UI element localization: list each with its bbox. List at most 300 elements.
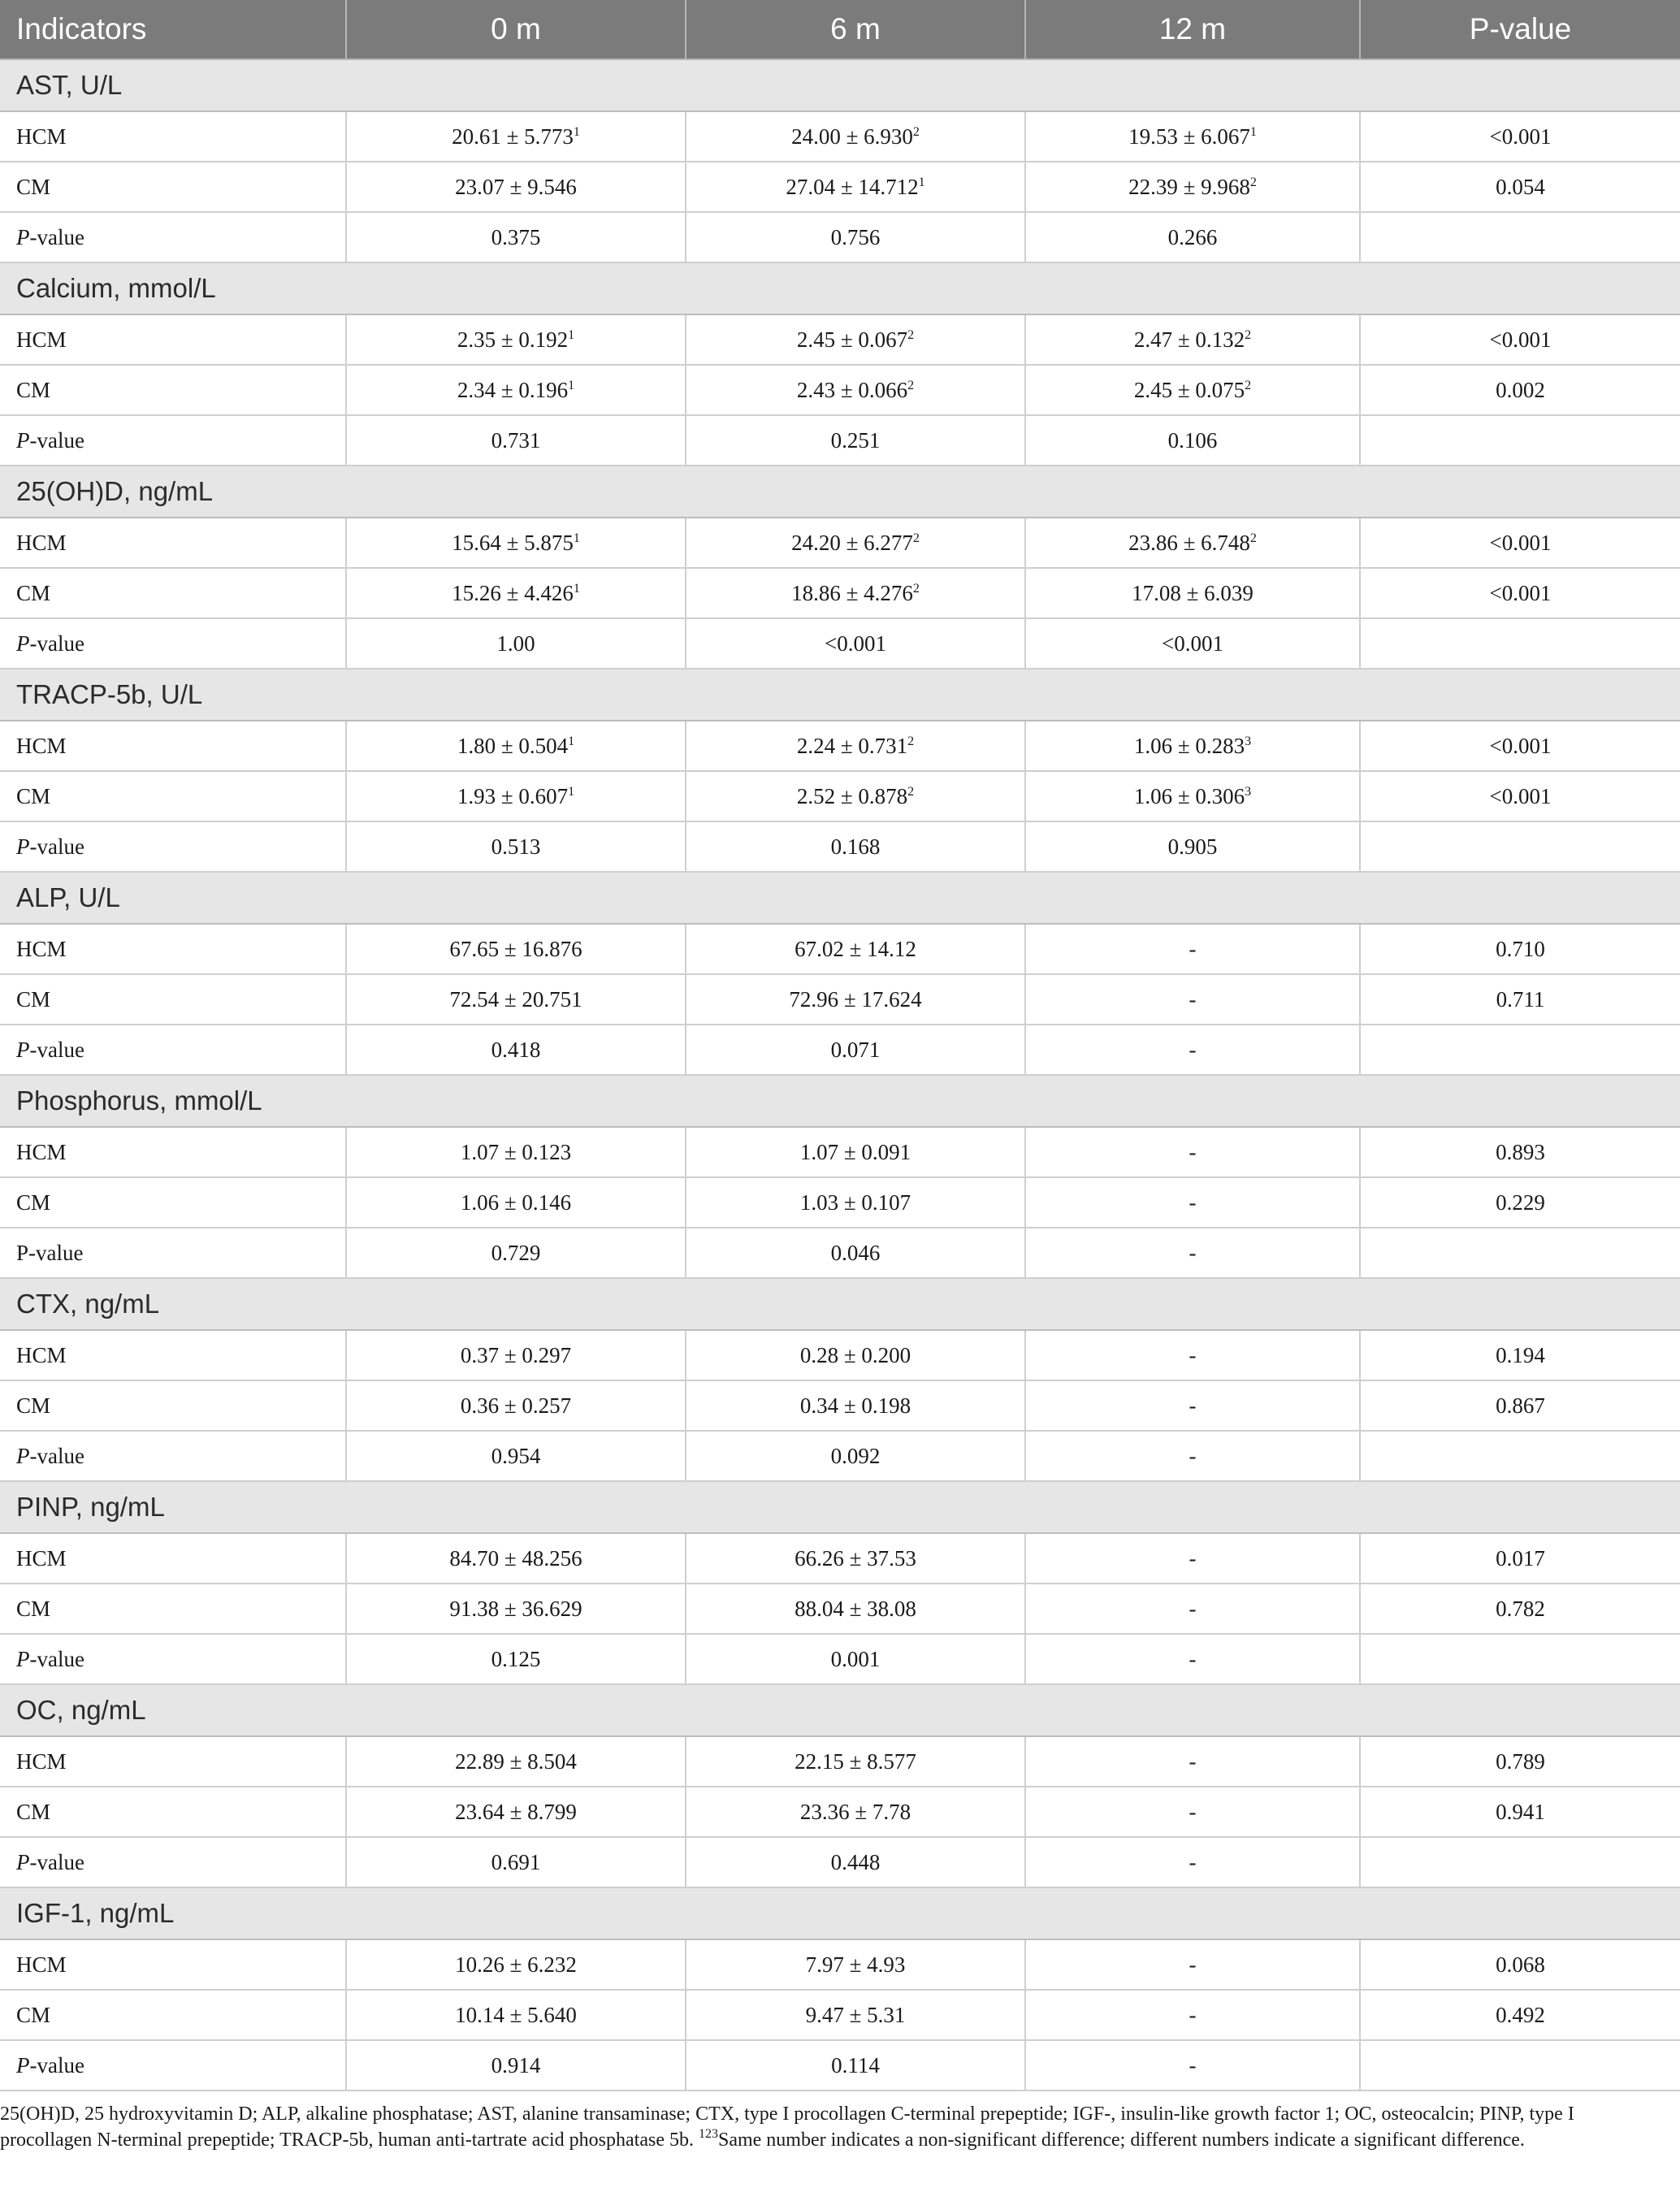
cell-12m — [1025, 1228, 1360, 1278]
cell-0m — [346, 1431, 686, 1481]
row-label-text: -value — [29, 834, 84, 859]
cell-12m — [1025, 415, 1360, 466]
cell-value: <0.001 — [825, 630, 886, 656]
row-label — [0, 1380, 346, 1431]
cell-value: - — [1189, 1139, 1197, 1164]
row-label-italic: P — [16, 630, 30, 656]
cell-value: 0.691 — [491, 1849, 541, 1874]
cell-12m — [1025, 1431, 1360, 1481]
row-label — [0, 162, 346, 212]
cell-0m — [346, 1533, 686, 1584]
table-row — [0, 518, 1680, 568]
table-row — [0, 1736, 1680, 1787]
row-label-text: HCM — [16, 1952, 67, 1977]
cell-p-value: <0.001 — [1360, 771, 1680, 821]
cell-p-value — [1360, 821, 1680, 872]
row-label — [0, 1837, 346, 1887]
cell-value: 0.106 — [1167, 427, 1218, 453]
cell-value: 0.375 — [491, 224, 541, 249]
table-row — [0, 1634, 1680, 1684]
cell-value: 0.36 ± 0.257 — [460, 1393, 572, 1418]
cell-value: 24.20 ± 6.277 — [791, 530, 913, 555]
row-label-text: CM — [16, 2002, 51, 2027]
cell-p-value: 0.782 — [1360, 1584, 1680, 1634]
cell-6m — [686, 771, 1025, 821]
cell-0m — [346, 314, 686, 365]
significance-marker: 3 — [1245, 734, 1252, 748]
cell-p-value: 0.068 — [1360, 1939, 1680, 1990]
table-row — [0, 1127, 1680, 1177]
cell-6m — [686, 1634, 1025, 1684]
row-label — [0, 568, 346, 618]
significance-marker: 1 — [1249, 124, 1257, 139]
group-header-row — [0, 669, 1680, 721]
significance-marker: 2 — [907, 734, 915, 748]
header-row — [0, 0, 1680, 59]
cell-value: 0.046 — [830, 1240, 881, 1265]
row-label-text: CM — [16, 377, 51, 402]
table-row — [0, 924, 1680, 974]
cell-0m — [346, 821, 686, 872]
cell-12m — [1025, 1380, 1360, 1431]
cell-p-value: 0.194 — [1360, 1330, 1680, 1380]
cell-6m — [686, 1533, 1025, 1584]
cell-value: 0.448 — [830, 1849, 881, 1874]
cell-p-value — [1360, 415, 1680, 466]
cell-0m — [346, 415, 686, 466]
group-title: ALP, U/L — [0, 872, 1680, 924]
cell-6m — [686, 1787, 1025, 1837]
cell-value: - — [1189, 1037, 1197, 1062]
cell-6m — [686, 1939, 1025, 1990]
cell-p-value — [1360, 1634, 1680, 1684]
cell-12m — [1025, 1990, 1360, 2040]
row-label-text: CM — [16, 783, 51, 808]
table-row — [0, 1177, 1680, 1228]
cell-p-value — [1360, 1228, 1680, 1278]
table-row — [0, 1330, 1680, 1380]
cell-12m — [1025, 212, 1360, 262]
group-header-row — [0, 872, 1680, 924]
row-label-text: -value — [29, 224, 84, 249]
cell-6m — [686, 924, 1025, 974]
cell-value: 2.47 ± 0.132 — [1133, 327, 1245, 352]
group-title: Phosphorus, mmol/L — [0, 1075, 1680, 1127]
row-label — [0, 721, 346, 771]
row-label — [0, 974, 346, 1025]
cell-value: 0.092 — [830, 1443, 881, 1468]
cell-0m — [346, 2040, 686, 2091]
row-label — [0, 1787, 346, 1837]
cell-value: 2.43 ± 0.066 — [796, 377, 908, 402]
cell-0m — [346, 771, 686, 821]
cell-6m — [686, 212, 1025, 262]
row-label — [0, 821, 346, 872]
cell-value: 22.89 ± 8.504 — [455, 1748, 577, 1774]
cell-p-value: 0.893 — [1360, 1127, 1680, 1177]
cell-value: - — [1189, 936, 1197, 961]
cell-6m — [686, 821, 1025, 872]
table-row — [0, 212, 1680, 262]
row-label-text: HCM — [16, 1342, 67, 1367]
cell-value: 0.266 — [1167, 224, 1218, 249]
row-label — [0, 111, 346, 162]
cell-12m — [1025, 1787, 1360, 1837]
cell-p-value: <0.001 — [1360, 314, 1680, 365]
table-row — [0, 618, 1680, 669]
cell-0m — [346, 162, 686, 212]
significance-marker: 2 — [912, 581, 920, 596]
cell-6m — [686, 1127, 1025, 1177]
cell-0m — [346, 1025, 686, 1075]
cell-value: - — [1189, 1799, 1197, 1824]
cell-p-value — [1360, 1837, 1680, 1887]
row-label — [0, 415, 346, 466]
cell-value: 0.125 — [491, 1646, 541, 1671]
cell-0m — [346, 1837, 686, 1887]
row-label-italic: P — [16, 834, 30, 859]
cell-12m — [1025, 568, 1360, 618]
cell-6m — [686, 1990, 1025, 2040]
group-header-row — [0, 466, 1680, 518]
cell-12m — [1025, 111, 1360, 162]
group-header-row — [0, 1887, 1680, 1939]
cell-value: 1.00 — [496, 630, 535, 656]
cell-12m — [1025, 1634, 1360, 1684]
table-row — [0, 1939, 1680, 1990]
table-row — [0, 1584, 1680, 1634]
cell-value: 0.251 — [830, 427, 881, 453]
cell-value: 0.114 — [831, 2052, 880, 2078]
cell-6m — [686, 415, 1025, 466]
group-title: OC, ng/mL — [0, 1684, 1680, 1736]
cell-p-value: 0.710 — [1360, 924, 1680, 974]
cell-p-value — [1360, 2040, 1680, 2091]
cell-p-value: 0.789 — [1360, 1736, 1680, 1787]
table-row — [0, 568, 1680, 618]
row-label — [0, 365, 346, 415]
cell-p-value: 0.941 — [1360, 1787, 1680, 1837]
cell-value: 72.54 ± 20.751 — [449, 986, 582, 1012]
cell-0m — [346, 365, 686, 415]
cell-value: 0.914 — [491, 2052, 541, 2078]
cell-value: 1.06 ± 0.146 — [460, 1189, 572, 1215]
cell-6m — [686, 1431, 1025, 1481]
row-label — [0, 1330, 346, 1380]
cell-value: 91.38 ± 36.629 — [449, 1596, 582, 1621]
cell-value: 67.65 ± 16.876 — [449, 936, 582, 961]
cell-0m — [346, 1990, 686, 2040]
table-row — [0, 1990, 1680, 2040]
significance-marker: 2 — [1249, 175, 1257, 189]
cell-value: - — [1189, 1342, 1197, 1367]
cell-p-value — [1360, 1431, 1680, 1481]
cell-6m — [686, 162, 1025, 212]
cell-value: 1.80 ± 0.504 — [457, 733, 569, 758]
cell-value: 23.86 ± 6.748 — [1128, 530, 1250, 555]
row-label — [0, 1584, 346, 1634]
row-label-text: HCM — [16, 1139, 67, 1164]
header-6m: 6 m — [686, 0, 1025, 59]
cell-value: 84.70 ± 48.256 — [449, 1545, 582, 1571]
table-row — [0, 111, 1680, 162]
cell-0m — [346, 721, 686, 771]
row-label-italic: P — [16, 1646, 30, 1671]
table-row — [0, 314, 1680, 365]
row-label — [0, 771, 346, 821]
group-header-row — [0, 262, 1680, 314]
row-label — [0, 2040, 346, 2091]
significance-marker: 1 — [568, 734, 575, 748]
significance-marker: 2 — [907, 784, 915, 799]
cell-value: 23.64 ± 8.799 — [455, 1799, 577, 1824]
cell-p-value: 0.229 — [1360, 1177, 1680, 1228]
row-label-text: -value — [29, 1849, 84, 1874]
cell-6m — [686, 1380, 1025, 1431]
significance-marker: 2 — [907, 378, 915, 392]
row-label-text: HCM — [16, 530, 67, 555]
cell-value: 17.08 ± 6.039 — [1132, 580, 1254, 605]
cell-12m — [1025, 162, 1360, 212]
row-label-text: -value — [29, 1037, 84, 1062]
row-label-text: HCM — [16, 123, 67, 149]
row-label-text: CM — [16, 174, 51, 199]
cell-value: 2.34 ± 0.196 — [457, 377, 569, 402]
header-12m: 12 m — [1025, 0, 1360, 59]
row-label-italic: P — [16, 2052, 30, 2078]
cell-value: 66.26 ± 37.53 — [795, 1545, 916, 1571]
cell-value: 0.905 — [1167, 834, 1218, 859]
cell-value: - — [1189, 1596, 1197, 1621]
row-label — [0, 1228, 346, 1278]
cell-0m — [346, 1330, 686, 1380]
table-row — [0, 1787, 1680, 1837]
cell-0m — [346, 1634, 686, 1684]
row-label — [0, 924, 346, 974]
cell-6m — [686, 721, 1025, 771]
cell-value: - — [1189, 1393, 1197, 1418]
cell-value: 7.97 ± 4.93 — [805, 1952, 906, 1977]
table-row — [0, 974, 1680, 1025]
cell-p-value — [1360, 618, 1680, 669]
cell-6m — [686, 1025, 1025, 1075]
cell-12m — [1025, 518, 1360, 568]
cell-12m — [1025, 365, 1360, 415]
row-label-text: CM — [16, 986, 51, 1012]
group-header-row — [0, 1278, 1680, 1330]
cell-value: - — [1189, 1849, 1197, 1874]
table-body — [0, 59, 1680, 2091]
cell-p-value — [1360, 212, 1680, 262]
table-row — [0, 771, 1680, 821]
cell-value: 22.39 ± 9.968 — [1128, 174, 1250, 199]
cell-6m — [686, 974, 1025, 1025]
significance-marker: 1 — [568, 378, 575, 392]
cell-value: 0.168 — [830, 834, 881, 859]
row-label-italic: P — [16, 1037, 30, 1062]
cell-0m — [346, 1736, 686, 1787]
cell-12m — [1025, 618, 1360, 669]
cell-12m — [1025, 974, 1360, 1025]
cell-value: 15.26 ± 4.426 — [452, 580, 574, 605]
significance-marker: 1 — [573, 581, 580, 596]
table-row — [0, 1025, 1680, 1075]
cell-value: 2.45 ± 0.075 — [1133, 377, 1245, 402]
row-label — [0, 1431, 346, 1481]
cell-value: 10.26 ± 6.232 — [455, 1952, 577, 1977]
significance-marker: 2 — [907, 327, 915, 342]
group-title: Calcium, mmol/L — [0, 262, 1680, 314]
row-label-text: -value — [29, 1646, 84, 1671]
table-row — [0, 721, 1680, 771]
cell-value: 1.93 ± 0.607 — [457, 783, 569, 808]
row-label — [0, 1177, 346, 1228]
table-row — [0, 2040, 1680, 2091]
header-indicators: Indicators — [0, 0, 346, 59]
table-row — [0, 1228, 1680, 1278]
group-title: CTX, ng/mL — [0, 1278, 1680, 1330]
cell-12m — [1025, 771, 1360, 821]
cell-value: 0.34 ± 0.198 — [799, 1393, 911, 1418]
cell-value: 0.37 ± 0.297 — [460, 1342, 572, 1367]
cell-12m — [1025, 721, 1360, 771]
cell-value: - — [1189, 1748, 1197, 1774]
row-label-text: -value — [29, 1443, 84, 1468]
cell-value: - — [1189, 1240, 1197, 1265]
significance-marker: 2 — [1245, 327, 1252, 342]
group-header-row — [0, 1075, 1680, 1127]
row-label-text: -value — [29, 2052, 84, 2078]
cell-p-value: 0.054 — [1360, 162, 1680, 212]
row-label-italic: P — [16, 1849, 30, 1874]
cell-6m — [686, 1584, 1025, 1634]
group-header-row — [0, 1481, 1680, 1533]
row-label — [0, 518, 346, 568]
significance-marker: 3 — [1245, 784, 1252, 799]
cell-6m — [686, 1837, 1025, 1887]
cell-value: 1.06 ± 0.283 — [1133, 733, 1245, 758]
cell-0m — [346, 518, 686, 568]
cell-p-value: 0.867 — [1360, 1380, 1680, 1431]
cell-12m — [1025, 1330, 1360, 1380]
cell-value: 0.731 — [491, 427, 541, 453]
cell-6m — [686, 1177, 1025, 1228]
footnote-significance: Same number indicates a non-significant difference; different numbers indicate a significant difference. — [717, 2130, 1525, 2151]
cell-p-value: 0.492 — [1360, 1990, 1680, 2040]
row-label-text: CM — [16, 1189, 51, 1215]
cell-6m — [686, 1228, 1025, 1278]
cell-p-value: <0.001 — [1360, 721, 1680, 771]
cell-value: 27.04 ± 14.712 — [786, 174, 919, 199]
table-row — [0, 1533, 1680, 1584]
cell-12m — [1025, 821, 1360, 872]
row-label — [0, 314, 346, 365]
cell-12m — [1025, 314, 1360, 365]
cell-0m — [346, 111, 686, 162]
cell-value: <0.001 — [1162, 630, 1223, 656]
row-label-text: P-value — [16, 1240, 84, 1265]
cell-12m — [1025, 1177, 1360, 1228]
footnote — [0, 2101, 1665, 2153]
cell-value: 18.86 ± 4.276 — [791, 580, 913, 605]
table-row — [0, 1380, 1680, 1431]
row-label-text: HCM — [16, 936, 67, 961]
cell-p-value: 0.711 — [1360, 974, 1680, 1025]
cell-0m — [346, 568, 686, 618]
group-title: 25(OH)D, ng/mL — [0, 466, 1680, 518]
row-label-text: HCM — [16, 1545, 67, 1571]
significance-marker: 1 — [573, 531, 580, 545]
cell-value: 0.418 — [491, 1037, 541, 1062]
group-header-row — [0, 59, 1680, 111]
table-row — [0, 162, 1680, 212]
cell-12m — [1025, 1127, 1360, 1177]
row-label — [0, 1533, 346, 1584]
cell-0m — [346, 1127, 686, 1177]
group-title: PINP, ng/mL — [0, 1481, 1680, 1533]
group-title: AST, U/L — [0, 59, 1680, 111]
row-label — [0, 1025, 346, 1075]
cell-value: 1.07 ± 0.091 — [799, 1139, 911, 1164]
cell-value: 88.04 ± 38.08 — [795, 1596, 916, 1621]
row-label — [0, 1736, 346, 1787]
cell-value: - — [1189, 1189, 1197, 1215]
cell-value: 0.001 — [830, 1646, 881, 1671]
footnote-abbreviations: 25(OH)D, 25 hydroxyvitamin D; ALP, alkaline phosphatase; AST, alanine transaminase; CTX, type I procollagen C-terminal prepeptide; IGF-, insulin-like growth factor 1; OC, osteocalcin; PINP, type I procollagen N-terminal prepeptide; TRACP-5b, human anti-tartrate acid phosphatase 5b. — [0, 2104, 1574, 2151]
cell-6m — [686, 618, 1025, 669]
cell-value: - — [1189, 1545, 1197, 1571]
cell-0m — [346, 974, 686, 1025]
row-label — [0, 1939, 346, 1990]
cell-p-value: 0.017 — [1360, 1533, 1680, 1584]
cell-12m — [1025, 2040, 1360, 2091]
cell-value: 2.35 ± 0.192 — [457, 327, 569, 352]
cell-value: 22.15 ± 8.577 — [795, 1748, 916, 1774]
cell-0m — [346, 1380, 686, 1431]
row-label — [0, 1127, 346, 1177]
cell-p-value: <0.001 — [1360, 518, 1680, 568]
significance-marker: 2 — [912, 531, 920, 545]
cell-value: 19.53 ± 6.067 — [1128, 123, 1250, 149]
cell-12m — [1025, 1533, 1360, 1584]
cell-value: - — [1189, 2052, 1197, 2078]
cell-value: 1.07 ± 0.123 — [460, 1139, 572, 1164]
group-title: IGF-1, ng/mL — [0, 1887, 1680, 1939]
significance-marker: 1 — [918, 175, 925, 189]
cell-value: 10.14 ± 5.640 — [455, 2002, 577, 2027]
row-label — [0, 618, 346, 669]
cell-0m — [346, 212, 686, 262]
cell-12m — [1025, 1584, 1360, 1634]
footnote-superscript: 123 — [698, 2127, 718, 2141]
row-label-italic: P — [16, 224, 30, 249]
header-p-value: P-value — [1360, 0, 1680, 59]
cell-value: 0.071 — [830, 1037, 881, 1062]
cell-0m — [346, 1787, 686, 1837]
cell-p-value: 0.002 — [1360, 365, 1680, 415]
table-row — [0, 821, 1680, 872]
cell-6m — [686, 518, 1025, 568]
cell-6m — [686, 314, 1025, 365]
cell-value: - — [1189, 1646, 1197, 1671]
row-label — [0, 1634, 346, 1684]
cell-value: - — [1189, 1952, 1197, 1977]
cell-6m — [686, 111, 1025, 162]
cell-6m — [686, 1736, 1025, 1787]
cell-12m — [1025, 1025, 1360, 1075]
cell-value: - — [1189, 986, 1197, 1012]
row-label-text: CM — [16, 1393, 51, 1418]
